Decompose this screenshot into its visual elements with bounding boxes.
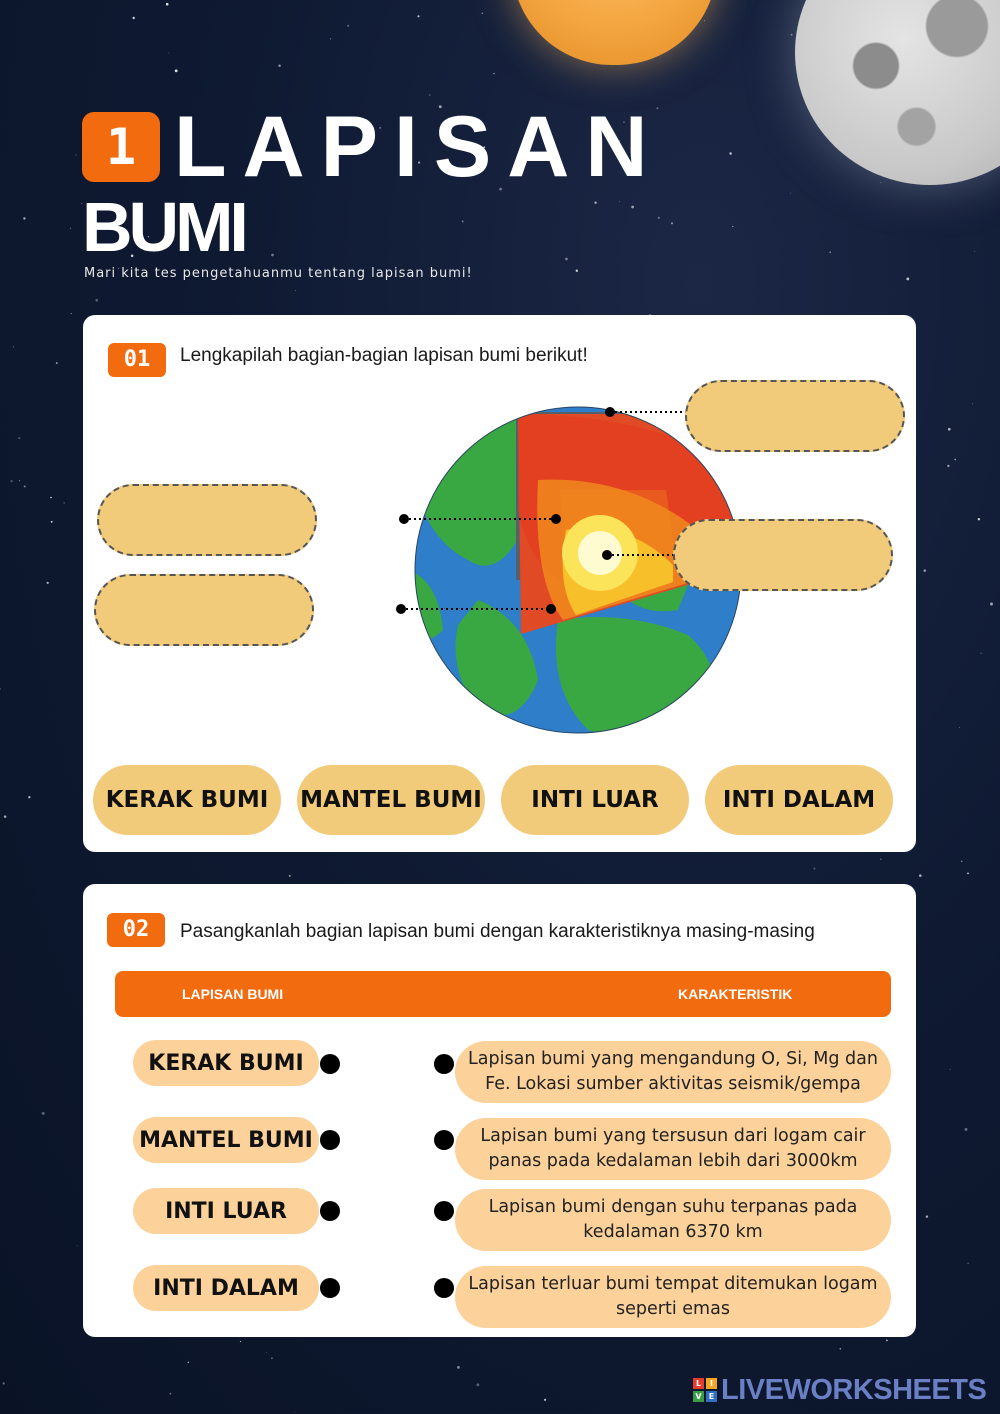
answer-blank-inner-core[interactable]	[673, 519, 893, 591]
characteristic-item-3: Lapisan bumi dengan suhu terpanas pada kedalaman 6370 km	[455, 1189, 891, 1251]
question-2-card	[83, 884, 916, 1337]
option-chip-inti-luar[interactable]: INTI LUAR	[501, 765, 689, 835]
logo-letter-i: I	[706, 1378, 717, 1389]
logo-letter-l: L	[693, 1378, 704, 1389]
option-chip-mantel-bumi[interactable]: MANTEL BUMI	[297, 765, 485, 835]
match-point-left-1[interactable]	[320, 1054, 340, 1074]
match-point-left-4[interactable]	[320, 1278, 340, 1298]
match-point-right-3[interactable]	[434, 1201, 454, 1221]
match-point-right-1[interactable]	[434, 1054, 454, 1074]
answer-blank-mantle[interactable]	[97, 484, 317, 556]
column-header-layer: LAPISAN BUMI	[182, 986, 284, 1002]
answer-blank-outer-core[interactable]	[94, 574, 314, 646]
answer-blank-crust[interactable]	[685, 380, 905, 452]
match-point-right-2[interactable]	[434, 1130, 454, 1150]
page-subtitle: Mari kita tes pengetahuanmu tentang lapisan bumi!	[84, 266, 473, 281]
liveworksheets-logo-icon	[693, 1378, 717, 1402]
option-chip-kerak-bumi[interactable]: KERAK BUMI	[93, 765, 281, 835]
title-line-2: BUMI	[82, 188, 245, 266]
liveworksheets-brand: LIVEWORKSHEETS	[721, 1373, 987, 1406]
option-chip-inti-dalam[interactable]: INTI DALAM	[705, 765, 893, 835]
liveworksheets-logo[interactable]	[693, 1375, 986, 1405]
characteristic-item-1: Lapisan bumi yang mengandung O, Si, Mg dan Fe. Lokasi sumber aktivitas seismik/gempa	[455, 1041, 891, 1103]
characteristic-item-4: Lapisan terluar bumi tempat ditemukan logam seperti emas	[455, 1266, 891, 1328]
question-1-card	[83, 315, 916, 852]
characteristic-item-2: Lapisan bumi yang tersusun dari logam cair panas pada kedalaman lebih dari 3000km	[455, 1118, 891, 1180]
match-layer-kerak-bumi: KERAK BUMI	[133, 1040, 319, 1086]
title-number-badge: 1	[82, 112, 160, 182]
match-layer-inti-dalam: INTI DALAM	[133, 1265, 319, 1311]
logo-letter-v: V	[693, 1391, 704, 1402]
title-line-1: LAPISAN	[174, 99, 664, 195]
logo-letter-e: E	[706, 1391, 717, 1402]
question-1-badge: 01	[108, 343, 166, 377]
question-2-badge: 02	[107, 913, 165, 947]
match-point-left-2[interactable]	[320, 1130, 340, 1150]
column-header-characteristic: KARAKTERISTIK	[678, 986, 793, 1002]
question-1-instruction: Lengkapilah bagian-bagian lapisan bumi berikut!	[180, 345, 588, 366]
question-2-instruction: Pasangkanlah bagian lapisan bumi dengan karakteristiknya masing-masing	[180, 921, 815, 942]
match-point-left-3[interactable]	[320, 1201, 340, 1221]
matching-table-header	[115, 971, 891, 1017]
match-layer-inti-luar: INTI LUAR	[133, 1188, 319, 1234]
match-point-right-4[interactable]	[434, 1278, 454, 1298]
match-layer-mantel-bumi: MANTEL BUMI	[133, 1117, 319, 1163]
